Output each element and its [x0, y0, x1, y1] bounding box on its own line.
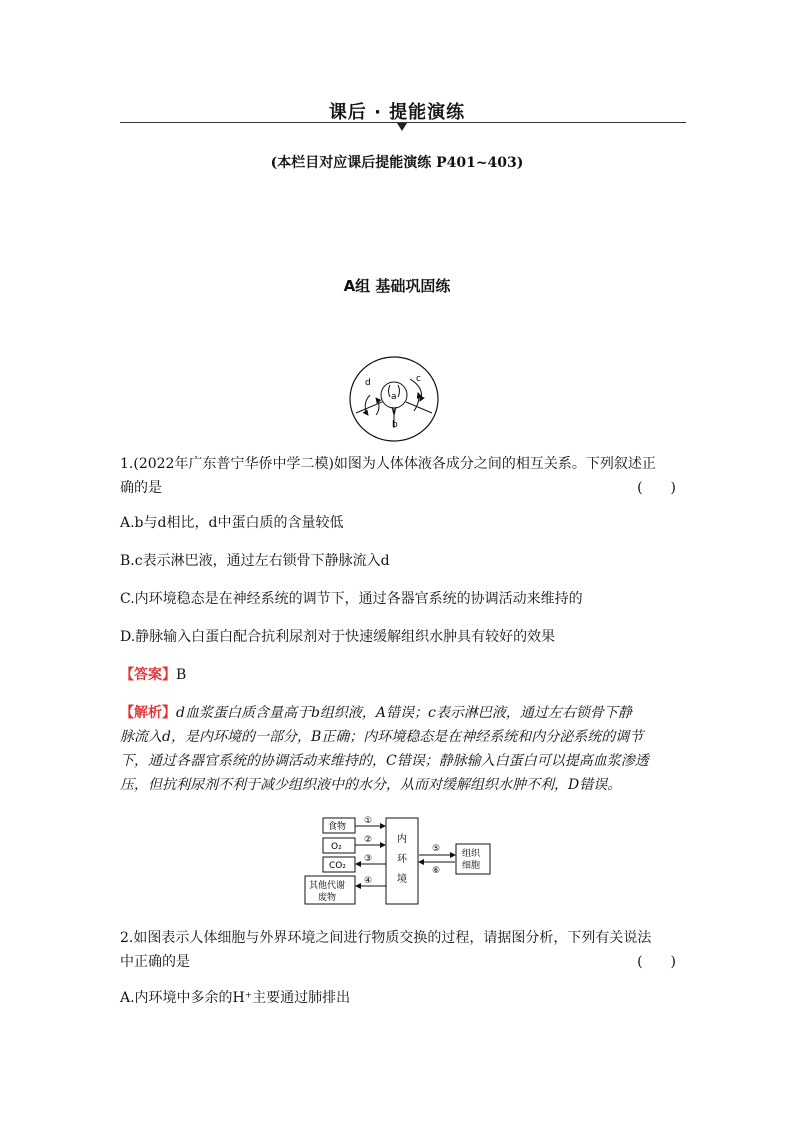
internal-env-label: 境 — [397, 874, 407, 885]
question-stem: 2.如图表示人体细胞与外界环境之间进行物质交换的过程，请据图分析，下列有关说法 — [120, 930, 652, 946]
tissue-cells-label-1: 组织 — [462, 849, 481, 859]
arrow-label-2: ② — [364, 835, 373, 845]
question-stem: 1.(2022年广东普宁华侨中学二模)如图为人体体液各成分之间的相互关系。下列叙述正 — [120, 456, 656, 472]
section-title: 课后 · 提能演练 — [328, 102, 466, 123]
option-d: D.静脉输入白蛋白配合抗利尿剂对于快速缓解组织水肿具有较好的效果 — [120, 629, 556, 645]
label-b: b — [392, 420, 398, 430]
group-title: A组 基础巩固练 — [343, 277, 451, 295]
arrow-label-1: ① — [364, 816, 373, 826]
analysis-line: 脉流入d，是内环境的一部分，B正确；内环境稳态是在神经系统和内分泌系统的调节 — [120, 729, 644, 745]
material-exchange-diagram — [302, 812, 494, 906]
label-d: d — [365, 378, 371, 388]
waste-label-2: 废物 — [318, 893, 337, 903]
body-fluid-diagram — [348, 355, 440, 443]
analysis-line: 下，通过各器官系统的协调活动来维持的，C错误；静脉输入白蛋白可以提高血浆渗透 — [120, 753, 649, 769]
tissue-cells-label-2: 细胞 — [462, 861, 481, 871]
label-a: a — [391, 392, 397, 402]
question-stem: 确的是 — [120, 480, 162, 496]
question-stem: 中正确的是 — [120, 954, 190, 970]
question-1 — [120, 452, 676, 500]
arrow-label-3: ③ — [364, 854, 373, 864]
arrow-label-4: ④ — [364, 876, 373, 886]
analysis-line: 压，但抗利尿剂不利于减少组织液中的水分，从而对缓解组织水肿不利，D错误。 — [120, 777, 622, 793]
co2-label: CO₂ — [329, 861, 346, 871]
section-subtitle: (本栏目对应课后提能演练 P401~403) — [270, 155, 524, 171]
label-c: c — [416, 374, 421, 384]
answer-line — [120, 663, 676, 687]
food-label: 食物 — [328, 822, 347, 832]
analysis-label: 【解析】 — [120, 705, 176, 721]
arrow-label-5: ⑤ — [432, 844, 441, 854]
option-c: C.内环境稳态是在神经系统的调节下，通过各器官系统的协调活动来维持的 — [120, 591, 583, 607]
answer-value: B — [176, 667, 187, 683]
question-2 — [120, 926, 676, 974]
option-b: B.c表示淋巴液，通过左右锁骨下静脉流入d — [120, 553, 390, 569]
answer-label: 【答案】 — [120, 667, 176, 683]
o2-label: O₂ — [331, 842, 342, 852]
internal-env-label: 内 — [397, 834, 407, 845]
option-a: A.b与d相比，d中蛋白质的含量较低 — [120, 515, 344, 531]
answer-blank: ( ) — [637, 954, 676, 970]
down-triangle-icon — [397, 123, 407, 131]
option-a: A.内环境中多余的H⁺主要通过肺排出 — [120, 990, 351, 1006]
answer-blank: ( ) — [637, 480, 676, 496]
arrow-label-6: ⑥ — [432, 866, 441, 876]
waste-label-1: 其他代谢 — [309, 881, 346, 891]
analysis-line: d血浆蛋白质含量高于b组织液，A错误；c表示淋巴液，通过左右锁骨下静 — [176, 705, 632, 721]
internal-env-label: 环 — [397, 854, 407, 865]
analysis-block — [120, 701, 676, 797]
